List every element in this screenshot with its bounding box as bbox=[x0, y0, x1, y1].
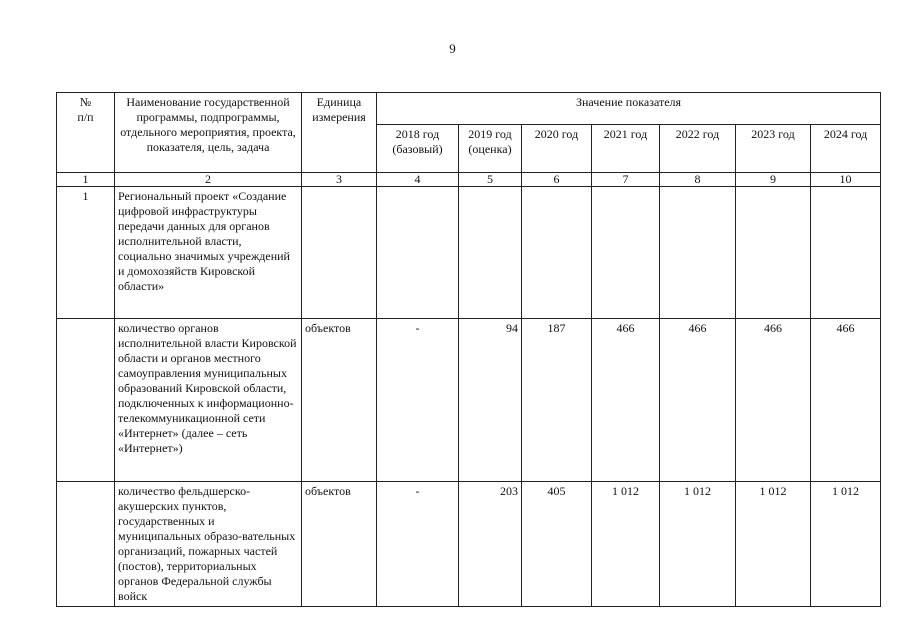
header-unit: Единица измерения bbox=[302, 93, 377, 173]
table-row-project bbox=[57, 187, 881, 319]
row-value: 203 bbox=[459, 482, 522, 607]
row-value: 466 bbox=[736, 319, 811, 482]
column-number: 8 bbox=[660, 173, 736, 187]
row-value: 1 012 bbox=[736, 482, 811, 607]
row-num bbox=[57, 482, 115, 607]
row-unit: объектов bbox=[302, 482, 377, 607]
row-unit: объектов bbox=[302, 319, 377, 482]
column-number: 3 bbox=[302, 173, 377, 187]
header-year: 2021 год bbox=[592, 125, 660, 173]
row-value bbox=[522, 187, 592, 319]
row-value: 1 012 bbox=[660, 482, 736, 607]
column-number: 7 bbox=[592, 173, 660, 187]
row-value bbox=[592, 187, 660, 319]
row-value: 187 bbox=[522, 319, 592, 482]
row-name: количество фельдшерско-акушерских пунктов, государственных и муниципальных образо-вательных организаций, пожарных частей (постов), территориальных органов Федеральной службы войск bbox=[115, 482, 302, 607]
row-value bbox=[660, 187, 736, 319]
row-value: - bbox=[377, 319, 459, 482]
header-year: 2019 год (оценка) bbox=[459, 125, 522, 173]
row-value: 1 012 bbox=[811, 482, 881, 607]
header-year: 2020 год bbox=[522, 125, 592, 173]
header-year: 2022 год bbox=[660, 125, 736, 173]
column-number: 2 bbox=[115, 173, 302, 187]
table-row bbox=[57, 319, 881, 482]
header-num: № п/п bbox=[57, 93, 115, 173]
row-value bbox=[736, 187, 811, 319]
row-value bbox=[811, 187, 881, 319]
row-unit bbox=[302, 187, 377, 319]
column-number: 5 bbox=[459, 173, 522, 187]
row-value: 94 bbox=[459, 319, 522, 482]
row-value bbox=[459, 187, 522, 319]
row-value: 405 bbox=[522, 482, 592, 607]
row-value: 1 012 bbox=[592, 482, 660, 607]
column-number: 4 bbox=[377, 173, 459, 187]
header-name: Наименование государственной программы, подпрограммы, отдельного мероприятия, проекта, показателя, цель, задача bbox=[115, 93, 302, 173]
column-number: 10 bbox=[811, 173, 881, 187]
indicators-table bbox=[56, 92, 881, 607]
row-value: 466 bbox=[811, 319, 881, 482]
column-numbers-row bbox=[57, 173, 881, 187]
table-row bbox=[57, 482, 881, 607]
row-num bbox=[57, 319, 115, 482]
column-number: 1 bbox=[57, 173, 115, 187]
header-year: 2023 год bbox=[736, 125, 811, 173]
row-value: 466 bbox=[660, 319, 736, 482]
row-name: количество органов исполнительной власти Кировской области и органов местного самоуправления муниципальных образований Кировской области, подключенных к информационно-телекоммуникационной сети «Интернет» (далее – сеть «Интернет») bbox=[115, 319, 302, 482]
row-name: Региональный проект «Создание цифровой инфраструктуры передачи данных для органов исполнительной власти, социально значимых учреждений и домохозяйств Кировской области» bbox=[115, 187, 302, 319]
row-num: 1 bbox=[57, 187, 115, 319]
header-row bbox=[57, 93, 881, 125]
column-number: 9 bbox=[736, 173, 811, 187]
row-value: 466 bbox=[592, 319, 660, 482]
header-value: Значение показателя bbox=[377, 93, 881, 125]
row-value: - bbox=[377, 482, 459, 607]
column-number: 6 bbox=[522, 173, 592, 187]
header-year: 2018 год (базовый) bbox=[377, 125, 459, 173]
header-year: 2024 год bbox=[811, 125, 881, 173]
row-value bbox=[377, 187, 459, 319]
page-number: 9 bbox=[449, 41, 456, 56]
